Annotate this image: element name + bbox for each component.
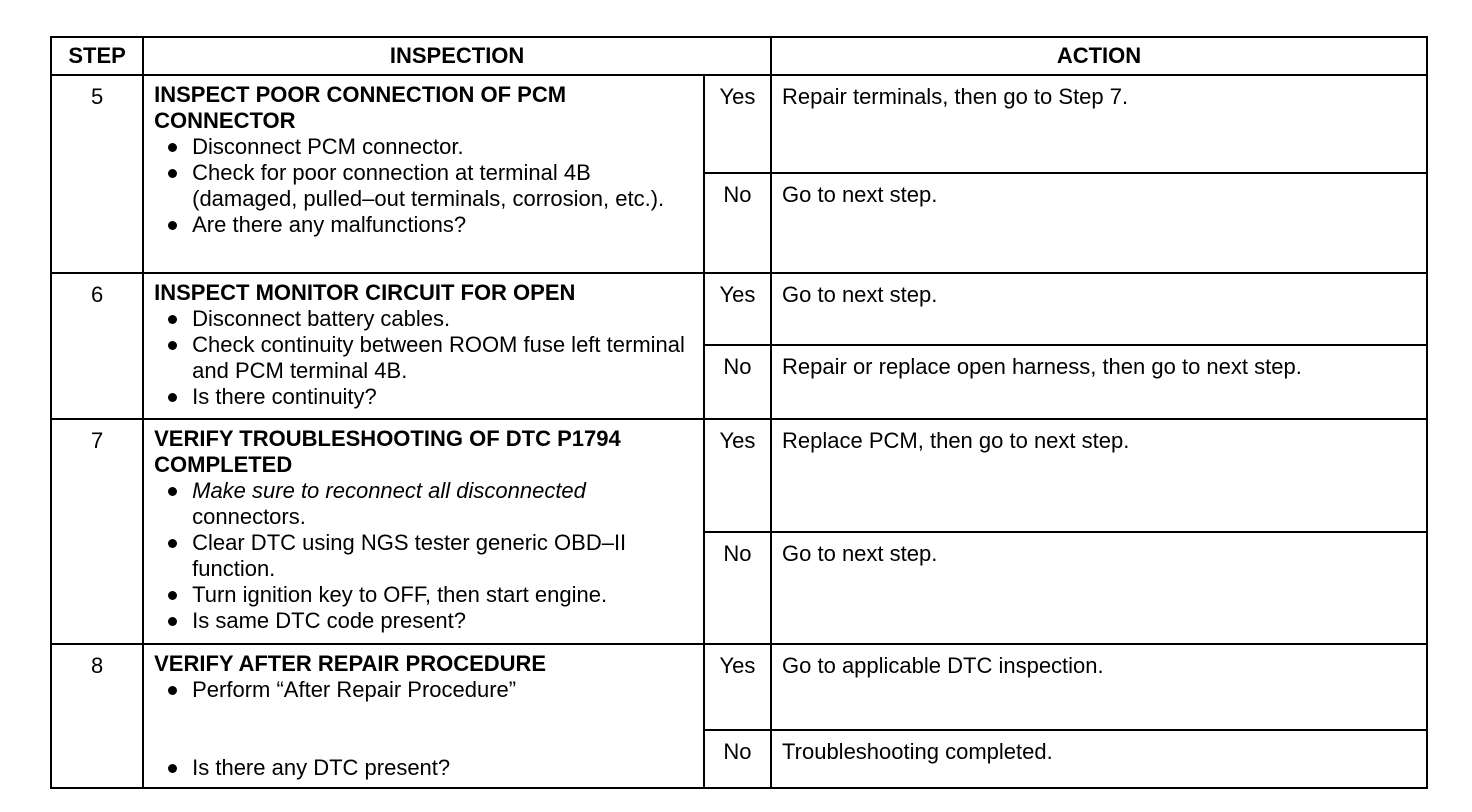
yes-action: Replace PCM, then go to next step. <box>771 419 1427 532</box>
step-title: VERIFY TROUBLESHOOTING OF DTC P1794 <box>154 426 621 451</box>
no-action: Repair or replace open harness, then go to next step. <box>771 345 1427 419</box>
bullet-item: Is there continuity? <box>154 384 695 410</box>
diagnostic-table <box>50 36 1428 789</box>
step-inspection <box>143 419 704 644</box>
step-title: INSPECT MONITOR CIRCUIT FOR OPEN <box>154 280 576 305</box>
step-number: 6 <box>51 273 143 419</box>
bullet-item <box>154 478 695 530</box>
bullet-item: Clear DTC using NGS tester generic OBD–II function. <box>154 530 695 582</box>
bullet-item: Turn ignition key to OFF, then start engine. <box>154 582 695 608</box>
step-bullets <box>154 755 695 781</box>
yes-label: Yes <box>704 419 771 532</box>
bullet-item: Is there any DTC present? <box>154 755 695 781</box>
step-number: 8 <box>51 644 143 788</box>
step-bullets <box>154 306 695 410</box>
step-inspection <box>143 75 704 273</box>
step-inspection <box>143 273 704 419</box>
no-label: No <box>704 345 771 419</box>
bullet-item: Are there any malfunctions? <box>154 212 695 238</box>
yes-action: Repair terminals, then go to Step 7. <box>771 75 1427 173</box>
header-row <box>51 37 1427 75</box>
spacer <box>154 703 695 755</box>
bullet-item: Check for poor connection at terminal 4B (damaged, pulled–out terminals, corrosion, etc.). <box>154 160 695 212</box>
bullet-item: Disconnect PCM connector. <box>154 134 695 160</box>
step-8-yes-row <box>51 644 1427 730</box>
step-title-continued: COMPLETED <box>154 452 293 477</box>
step-number: 7 <box>51 419 143 644</box>
no-action: Go to next step. <box>771 173 1427 273</box>
yes-action: Go to next step. <box>771 273 1427 345</box>
bullet-item: Check continuity between ROOM fuse left terminal and PCM terminal 4B. <box>154 332 695 384</box>
step-number: 5 <box>51 75 143 273</box>
yes-label: Yes <box>704 644 771 730</box>
step-title-continued: CONNECTOR <box>154 108 296 133</box>
header-action: ACTION <box>771 37 1427 75</box>
no-action: Go to next step. <box>771 532 1427 644</box>
no-label: No <box>704 173 771 273</box>
no-label: No <box>704 532 771 644</box>
no-action: Troubleshooting completed. <box>771 730 1427 788</box>
step-6-yes-row <box>51 273 1427 345</box>
yes-label: Yes <box>704 75 771 173</box>
step-title: VERIFY AFTER REPAIR PROCEDURE <box>154 651 547 676</box>
step-bullets <box>154 478 695 634</box>
header-step: STEP <box>51 37 143 75</box>
step-bullets <box>154 134 695 238</box>
bullet-item: Disconnect battery cables. <box>154 306 695 332</box>
step-bullets <box>154 677 695 703</box>
step-7-yes-row <box>51 419 1427 532</box>
step-title: INSPECT POOR CONNECTION OF PCM <box>154 82 567 107</box>
step-inspection <box>143 644 704 788</box>
step-5-yes-row <box>51 75 1427 173</box>
bullet-item: Is same DTC code present? <box>154 608 695 634</box>
no-label: No <box>704 730 771 788</box>
bullet-item: Perform “After Repair Procedure” <box>154 677 695 703</box>
yes-label: Yes <box>704 273 771 345</box>
bullet-upright-text: connectors. <box>192 504 306 529</box>
bullet-italic-text: Make sure to reconnect all disconnected <box>192 478 586 503</box>
header-inspection: INSPECTION <box>143 37 771 75</box>
yes-action: Go to applicable DTC inspection. <box>771 644 1427 730</box>
